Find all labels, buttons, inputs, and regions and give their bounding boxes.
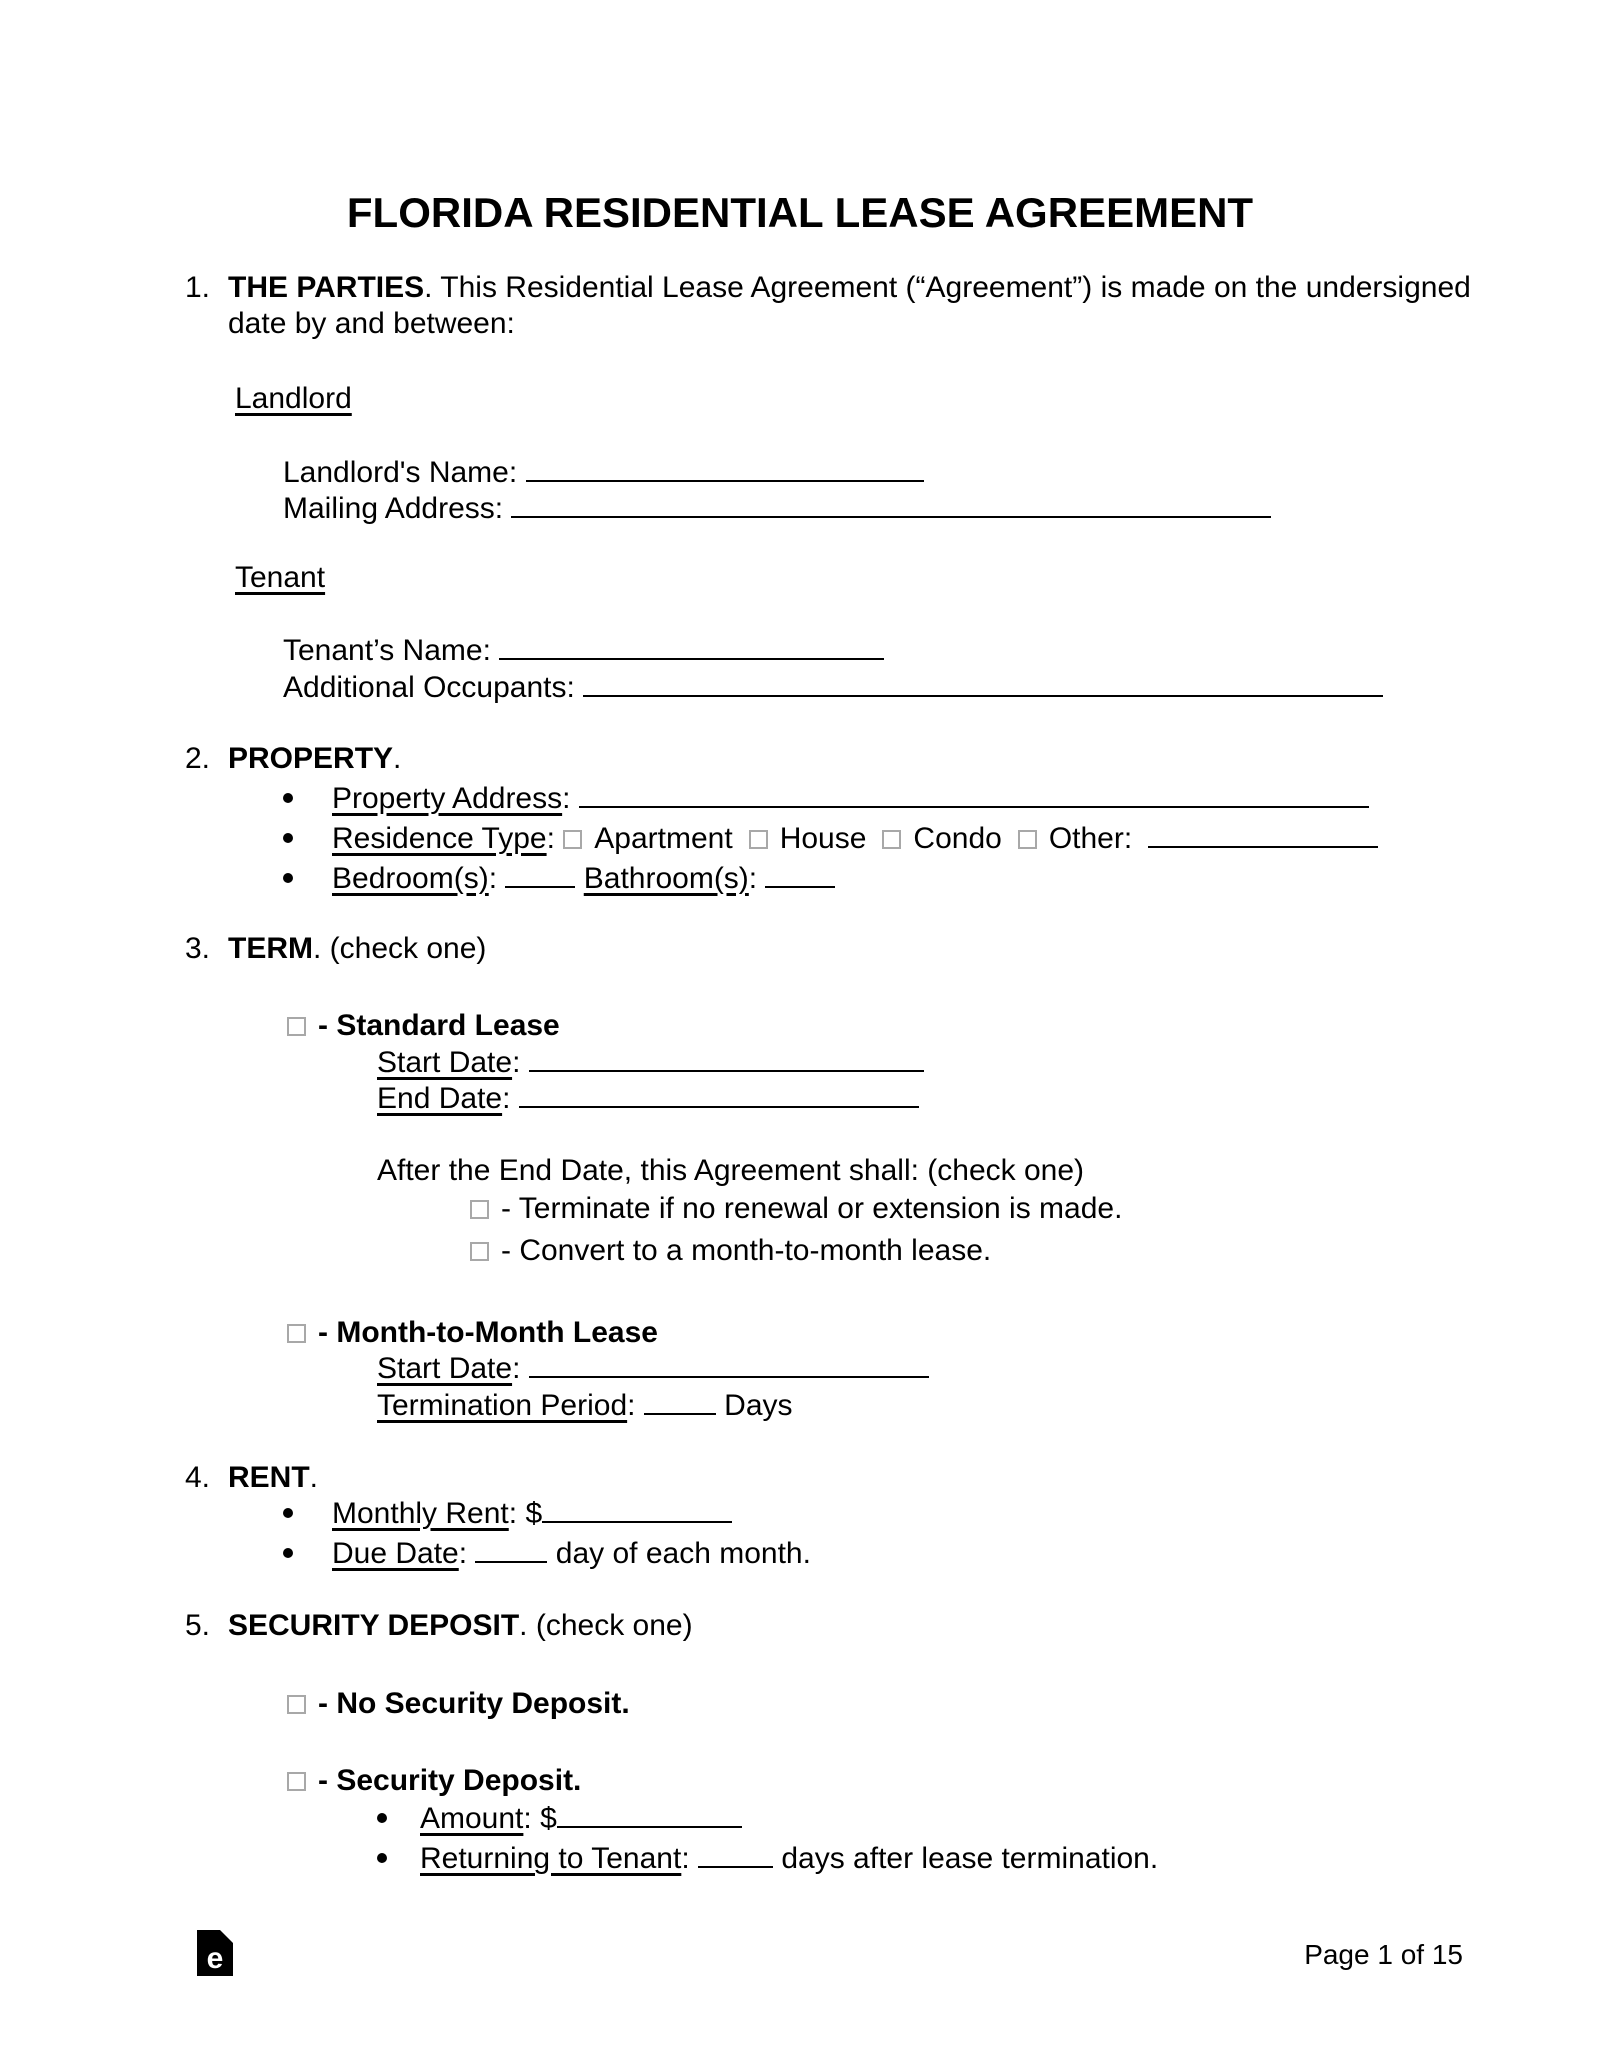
terminate-option-label: - Terminate if no renewal or extension is made. (501, 1192, 1123, 1225)
colon: : (566, 671, 575, 704)
standard-end-date-field[interactable] (519, 1102, 919, 1108)
terminate-checkbox[interactable] (470, 1200, 489, 1219)
residence-option-apartment (563, 822, 732, 855)
security-deposit-row (287, 1763, 581, 1799)
other-label: Other: (1048, 822, 1133, 855)
section-security-deposit (185, 1608, 693, 1644)
section-property (185, 741, 401, 777)
standard-start-date-field[interactable] (529, 1066, 924, 1072)
start-date-label: Start Date (377, 1046, 513, 1079)
returning-suffix: days after lease termination. (781, 1842, 1159, 1875)
amount-field[interactable] (557, 1822, 742, 1828)
property-address-field[interactable] (579, 802, 1369, 808)
house-checkbox[interactable] (749, 830, 768, 849)
section-rent (185, 1460, 318, 1496)
dollar-sign: $ (540, 1802, 557, 1835)
security-deposit-label: - Security Deposit. (318, 1764, 582, 1797)
convert-option-label: - Convert to a month-to-month lease. (501, 1234, 992, 1267)
dollar-sign: $ (525, 1497, 543, 1530)
amount-label: Amount (420, 1802, 524, 1835)
section-number: 4. (185, 1461, 211, 1494)
colon: : (512, 1352, 521, 1385)
colon: : (482, 634, 491, 667)
condo-checkbox[interactable] (882, 830, 901, 849)
mtm-start-date-field[interactable] (529, 1372, 929, 1378)
page-title: FLORIDA RESIDENTIAL LEASE AGREEMENT (346, 189, 1254, 236)
bedrooms-field[interactable] (505, 882, 575, 888)
mailing-address-label: Mailing Address (283, 492, 495, 525)
no-security-deposit-label: - No Security Deposit. (318, 1687, 630, 1720)
residence-option-condo (882, 822, 1001, 855)
monthly-rent-label: Monthly Rent (332, 1497, 509, 1530)
month-to-month-row (287, 1315, 658, 1351)
security-deposit-checkbox[interactable] (287, 1772, 306, 1791)
section-heading: THE PARTIES (228, 271, 425, 304)
monthly-rent-row (283, 1496, 732, 1532)
mailing-address-row (283, 491, 1271, 527)
bullet-icon (377, 1853, 387, 1863)
end-date-label: End Date (377, 1082, 503, 1115)
bedrooms-label: Bedroom(s) (332, 862, 489, 895)
month-to-month-label: - Month-to-Month Lease (318, 1316, 658, 1349)
due-date-row (283, 1536, 811, 1572)
residence-type-label: Residence Type (332, 822, 547, 855)
section-heading-suffix: . (393, 742, 402, 775)
colon: : (502, 1082, 511, 1115)
other-checkbox[interactable] (1018, 830, 1037, 849)
convert-checkbox[interactable] (470, 1242, 489, 1261)
section-number: 5. (185, 1609, 211, 1642)
termination-period-label: Termination Period (377, 1389, 628, 1422)
colon: : (508, 456, 518, 489)
colon: : (523, 1802, 532, 1835)
tenant-name-label: Tenant’s Name (283, 634, 483, 667)
colon: : (488, 862, 498, 895)
returning-row (377, 1841, 1158, 1877)
after-end-date-text: After the End Date, this Agreement shall: (check one) (377, 1154, 1085, 1187)
colon: : (627, 1389, 636, 1422)
section-heading: TERM (228, 932, 313, 965)
landlord-name-row (283, 455, 924, 491)
mtm-start-date-row (377, 1351, 929, 1387)
bullet-icon (283, 1508, 293, 1518)
colon: : (512, 1046, 521, 1079)
section-heading: RENT (228, 1461, 310, 1494)
tenant-name-row (283, 633, 884, 669)
colon: : (562, 782, 571, 815)
section-heading-suffix: . (check one) (519, 1609, 693, 1642)
standard-lease-checkbox[interactable] (287, 1017, 306, 1036)
section-number: 3. (185, 932, 211, 965)
no-security-deposit-row (287, 1686, 630, 1722)
termination-period-row (377, 1388, 793, 1424)
section-parties (185, 270, 1483, 342)
returning-field[interactable] (698, 1862, 773, 1868)
eforms-logo (197, 1930, 233, 1976)
apartment-checkbox[interactable] (563, 830, 582, 849)
bullet-icon (283, 793, 293, 803)
section-number: 1. (185, 271, 211, 304)
section-heading: SECURITY DEPOSIT (228, 1609, 520, 1642)
due-date-label: Due Date (332, 1537, 459, 1570)
additional-occupants-row (283, 670, 1383, 706)
colon: : (494, 492, 504, 525)
bullet-icon (283, 1548, 293, 1558)
start-date-label: Start Date (377, 1352, 513, 1385)
section-heading-suffix: . (309, 1461, 319, 1494)
due-date-field[interactable] (475, 1557, 547, 1563)
no-security-deposit-checkbox[interactable] (287, 1695, 306, 1714)
standard-end-date-row (377, 1081, 919, 1117)
days-suffix: Days (724, 1389, 793, 1422)
bedrooms-bathrooms-row (283, 861, 835, 897)
month-to-month-checkbox[interactable] (287, 1324, 306, 1343)
colon: : (546, 822, 555, 855)
standard-start-date-row (377, 1045, 924, 1081)
colon: : (458, 1537, 468, 1570)
apartment-label: Apartment (594, 822, 733, 855)
bullet-icon (377, 1813, 387, 1823)
additional-occupants-label: Additional Occupants (283, 671, 567, 704)
colon: : (508, 1497, 518, 1530)
section-number: 2. (185, 742, 211, 775)
standard-lease-row (287, 1008, 560, 1044)
landlord-name-field[interactable] (526, 476, 924, 482)
section-term (185, 931, 486, 967)
residence-option-house (749, 822, 867, 855)
bathrooms-label: Bathroom(s) (583, 862, 749, 895)
house-label: House (779, 822, 867, 855)
section-heading: PROPERTY (228, 742, 394, 775)
landlord-name-label: Landlord's Name (283, 456, 509, 489)
section-heading-suffix: . (check one) (313, 932, 487, 965)
page-number: Page 1 of 15 (1304, 1939, 1463, 1970)
mailing-address-field[interactable] (511, 512, 1271, 518)
other-field[interactable] (1148, 842, 1378, 848)
residence-option-other (1018, 822, 1132, 855)
bullet-icon (283, 873, 293, 883)
tenant-heading: Tenant (235, 561, 326, 594)
colon: : (681, 1842, 690, 1875)
condo-label: Condo (913, 822, 1002, 855)
colon: : (748, 862, 758, 895)
monthly-rent-field[interactable] (542, 1517, 732, 1523)
property-address-row (283, 781, 1369, 817)
landlord-heading: Landlord (235, 382, 352, 415)
standard-lease-label: - Standard Lease (318, 1009, 560, 1042)
section-body: . This Residential Lease Agreement (“Agreement”) is made on the undersigned date by and between: (228, 271, 1471, 340)
due-date-suffix: day of each month. (555, 1537, 811, 1570)
logo-letter: e (206, 1942, 224, 1975)
termination-period-field[interactable] (644, 1409, 716, 1415)
bathrooms-field[interactable] (765, 882, 835, 888)
tenant-name-field[interactable] (499, 654, 884, 660)
additional-occupants-field[interactable] (583, 691, 1383, 697)
returning-label: Returning to Tenant (420, 1842, 682, 1875)
amount-row (377, 1801, 742, 1837)
convert-option-row (470, 1233, 991, 1269)
residence-type-row (283, 821, 1378, 857)
terminate-option-row (470, 1191, 1122, 1227)
property-address-label: Property Address (332, 782, 563, 815)
bullet-icon (283, 833, 293, 843)
